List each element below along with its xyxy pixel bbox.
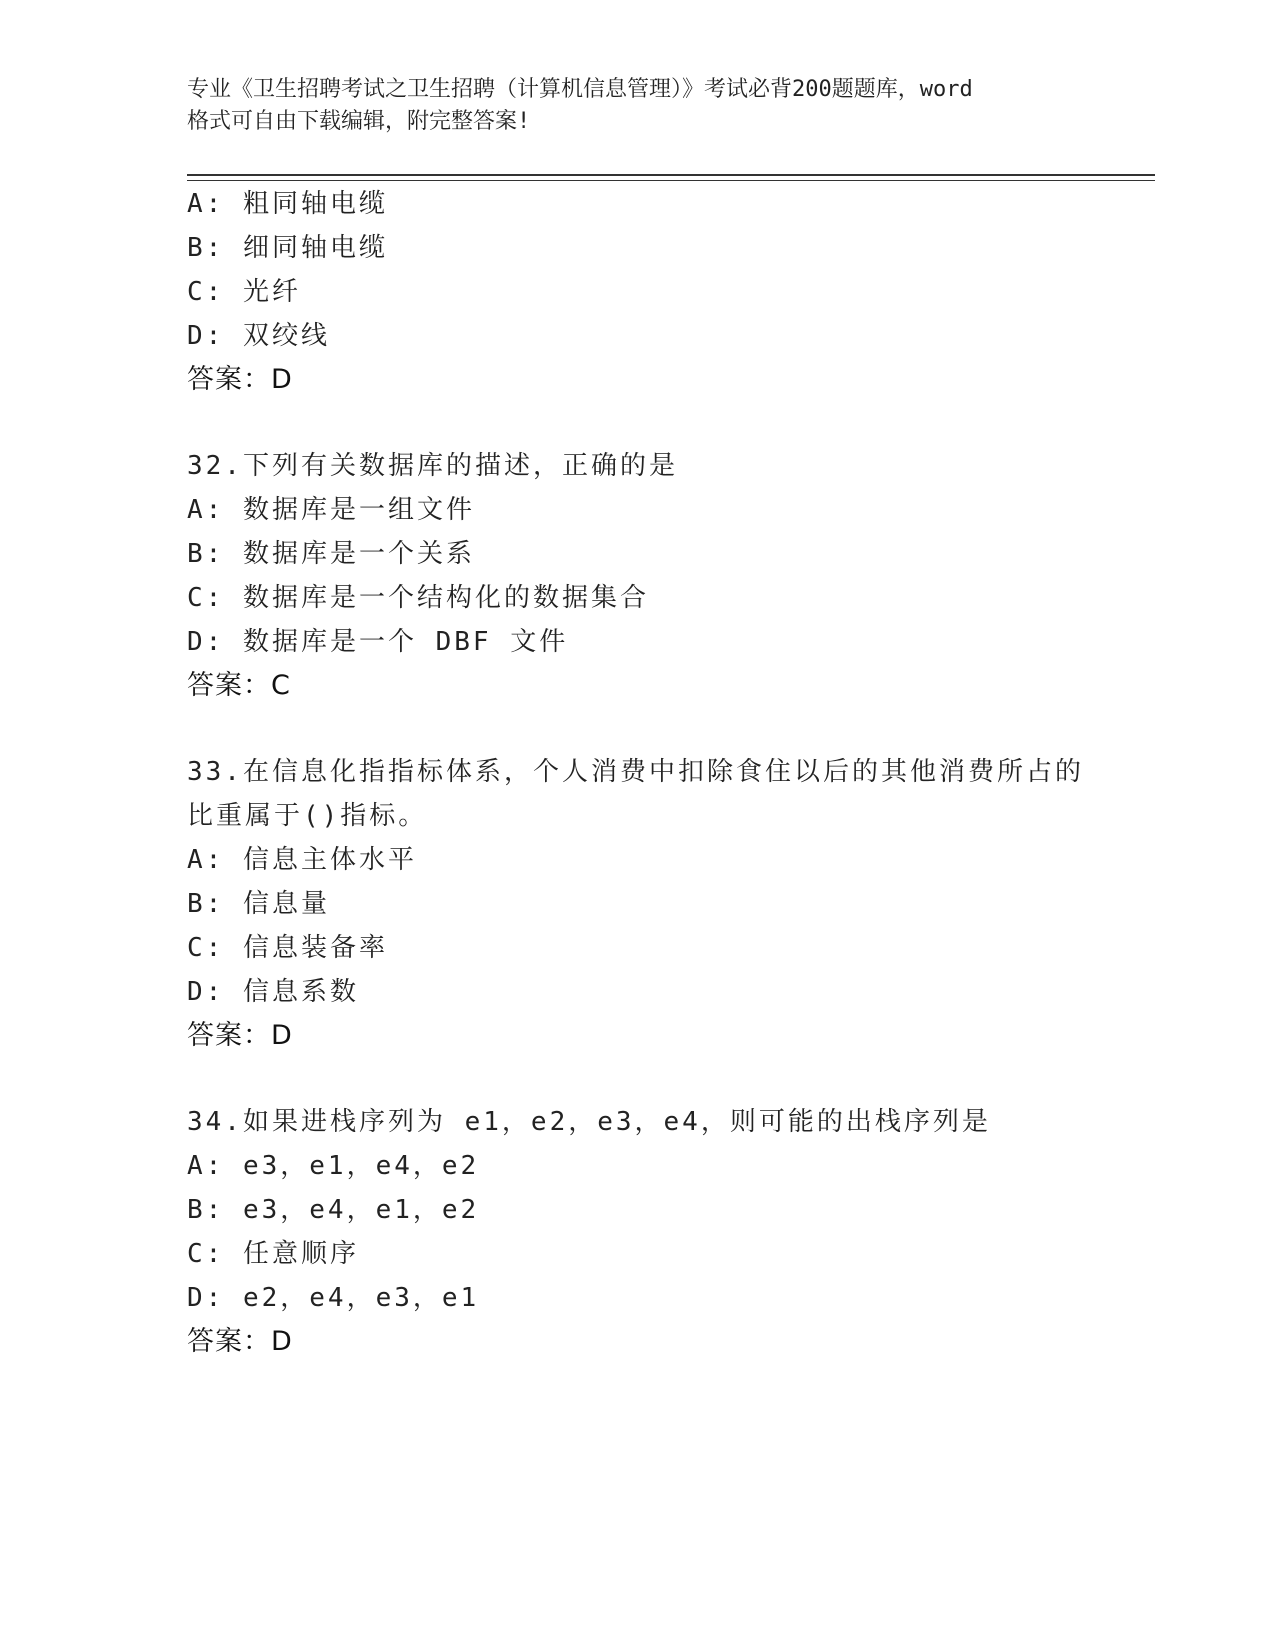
q31-option-a: A: 粗同轴电缆 bbox=[187, 189, 388, 219]
q32-option-b: B: 数据库是一个关系 bbox=[187, 539, 475, 569]
q34-option-d: D: e2，e4，e3，e1 bbox=[187, 1283, 480, 1313]
q33-option-a: A: 信息主体水平 bbox=[187, 845, 417, 875]
q31-option-c: C: 光纤 bbox=[187, 277, 301, 307]
q32-option-a: A: 数据库是一组文件 bbox=[187, 495, 475, 525]
q33-option-b: B: 信息量 bbox=[187, 889, 330, 919]
q33-option-c: C: 信息装备率 bbox=[187, 933, 388, 963]
q32-option-d: D: 数据库是一个 DBF 文件 bbox=[187, 627, 569, 657]
header-line-1: 专业《卫生招聘考试之卫生招聘（计算机信息管理）》考试必背200题题库，word bbox=[187, 77, 973, 102]
q33-option-d: D: 信息系数 bbox=[187, 977, 359, 1007]
q33-answer: 答案：D bbox=[187, 1020, 293, 1051]
q34-option-a: A: e3，e1，e4，e2 bbox=[187, 1151, 480, 1181]
q31-answer: 答案：D bbox=[187, 364, 293, 395]
q31-option-d: D: 双绞线 bbox=[187, 321, 330, 351]
q34-answer: 答案：D bbox=[187, 1326, 293, 1357]
q32-option-c: C: 数据库是一个结构化的数据集合 bbox=[187, 583, 649, 613]
q33-stem-line-1: 33.在信息化指指标体系，个人消费中扣除食住以后的其他消费所占的 bbox=[187, 757, 1084, 787]
q34-option-c: C: 任意顺序 bbox=[187, 1239, 359, 1269]
q33-stem-line-2: 比重属于()指标。 bbox=[187, 801, 428, 831]
header-divider-thin bbox=[187, 180, 1155, 181]
q34-option-b: B: e3，e4，e1，e2 bbox=[187, 1195, 480, 1225]
header-divider-thick bbox=[187, 174, 1155, 176]
q31-option-b: B: 细同轴电缆 bbox=[187, 233, 388, 263]
document-header bbox=[187, 74, 1117, 138]
header-line-2: 格式可自由下载编辑，附完整答案! bbox=[187, 109, 531, 134]
q34-stem: 34.如果进栈序列为 e1，e2，e3，e4，则可能的出栈序列是 bbox=[187, 1107, 991, 1137]
q32-answer: 答案：C bbox=[187, 670, 291, 701]
q32-stem: 32.下列有关数据库的描述，正确的是 bbox=[187, 451, 678, 481]
